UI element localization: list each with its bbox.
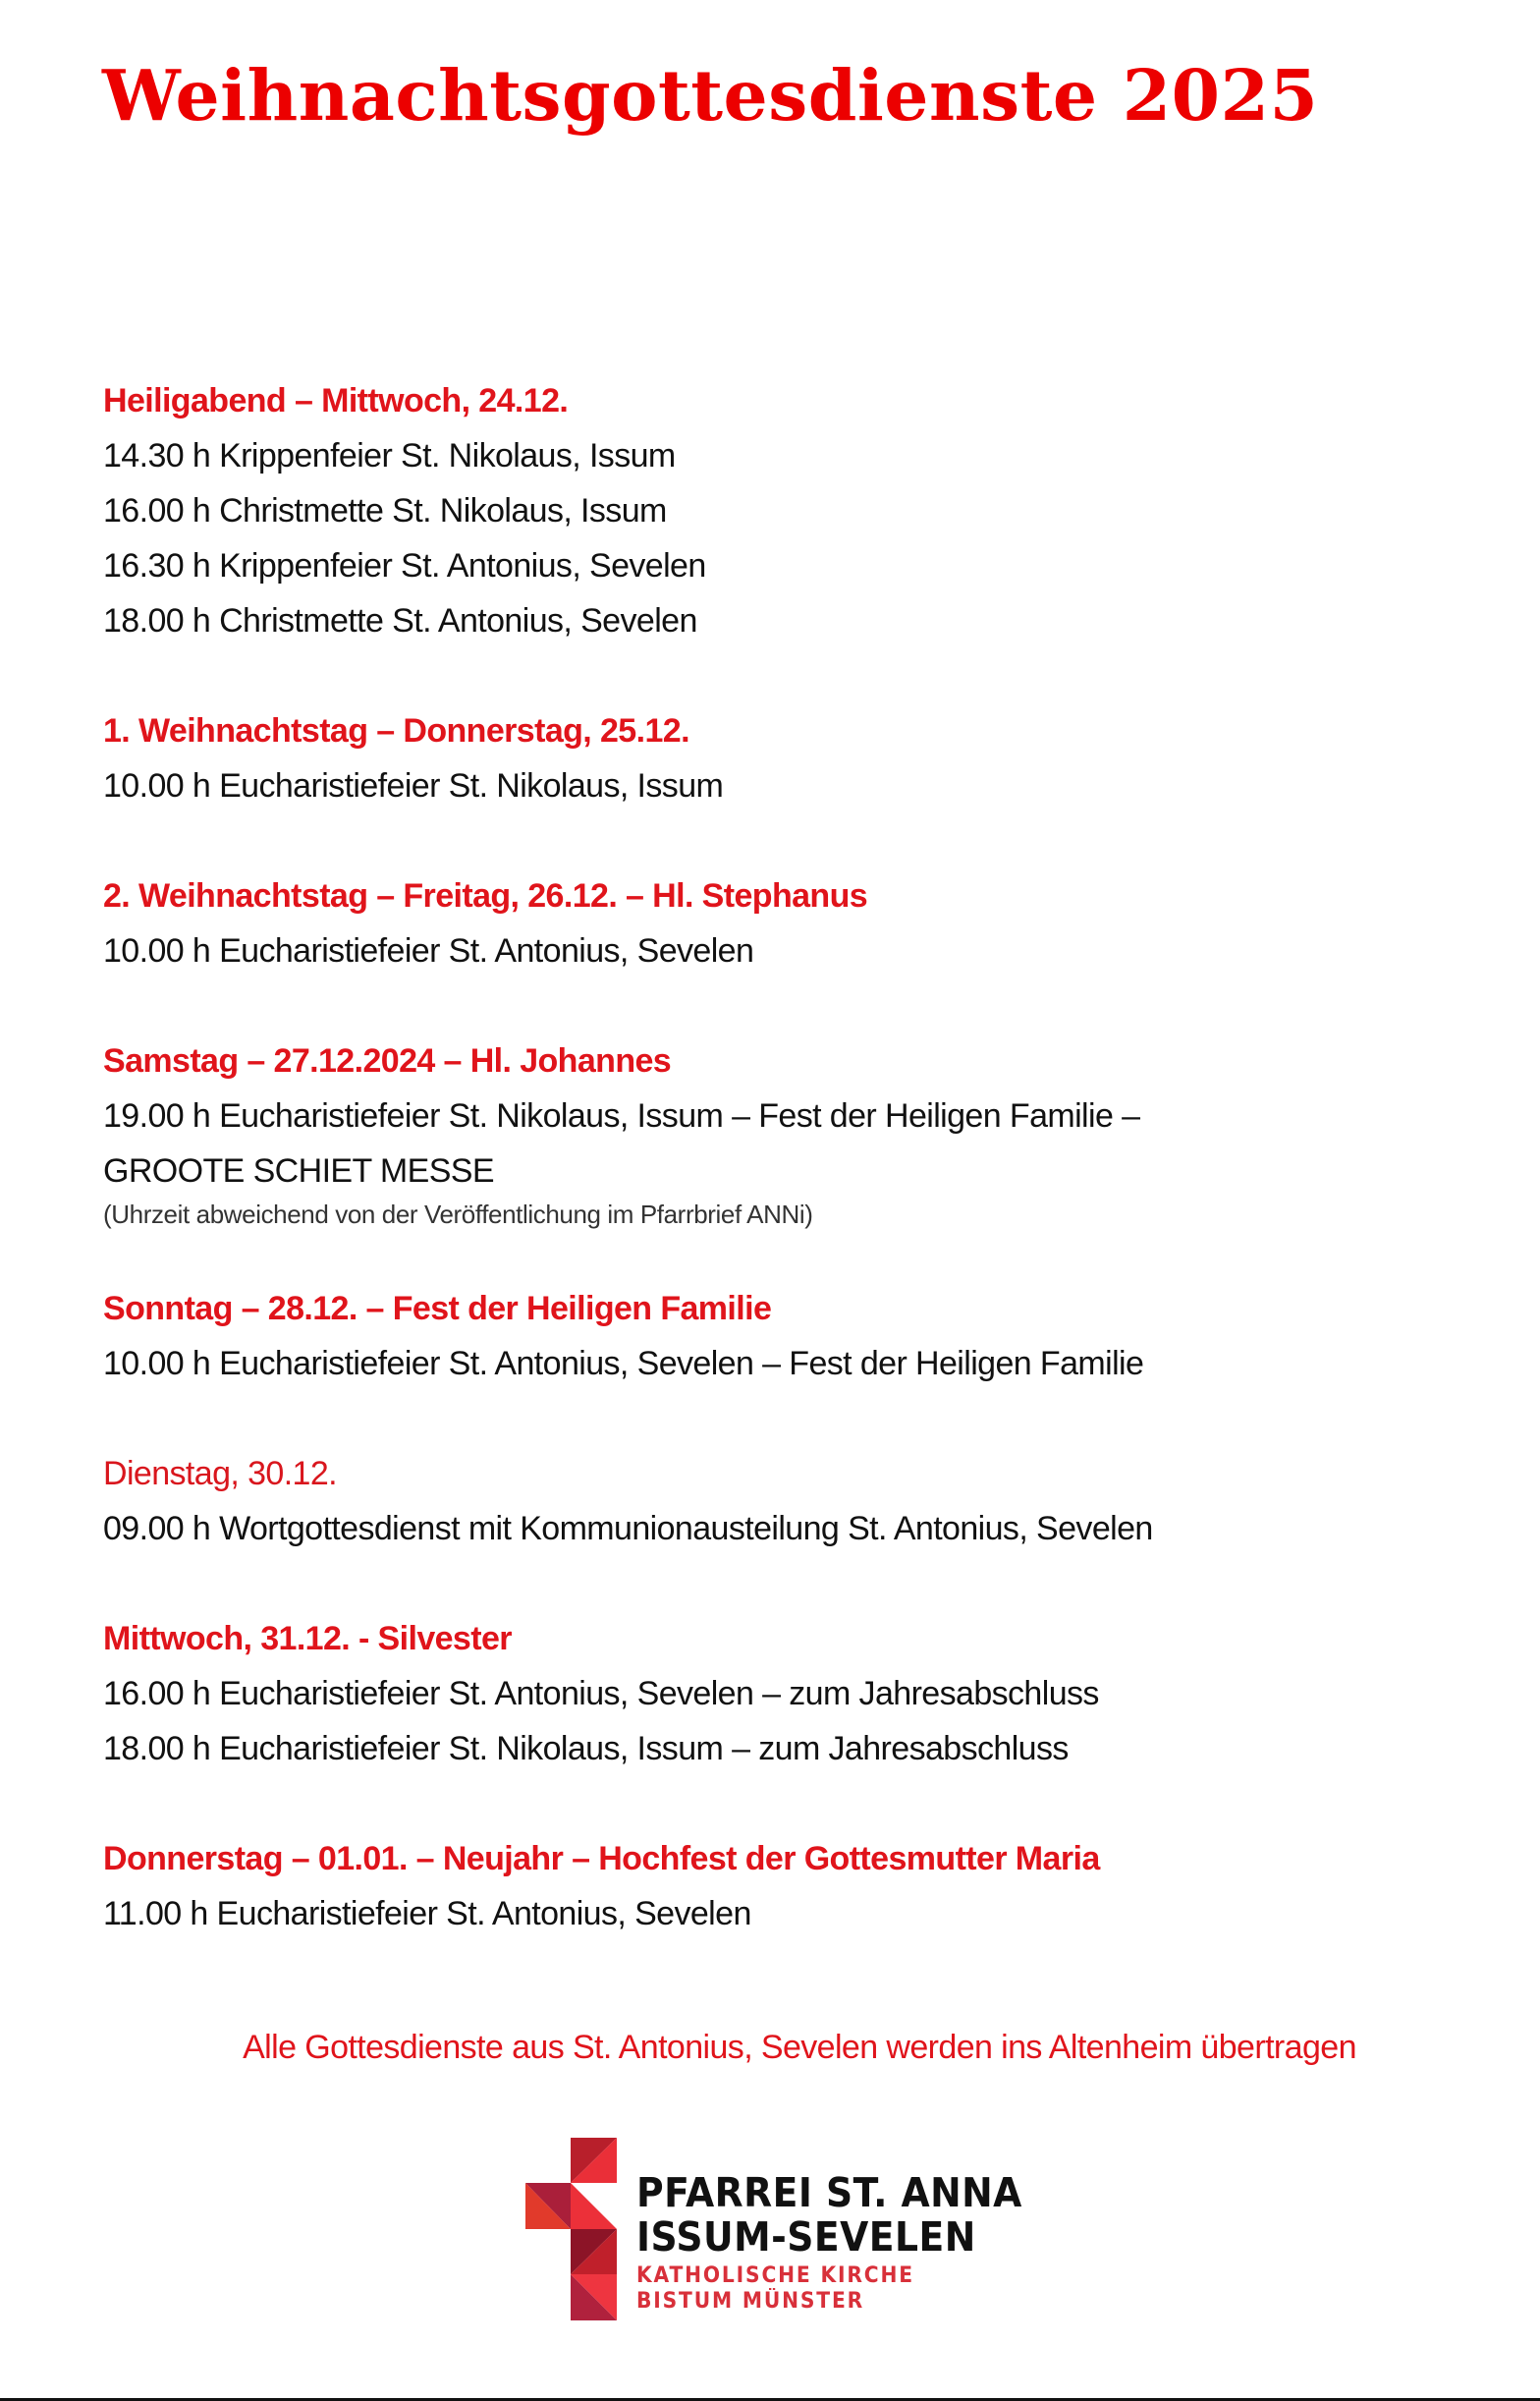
- schedule-section: [103, 1446, 1498, 1556]
- service-entry: 18.00 h Eucharistiefeier St. Nikolaus, Issum – zum Jahresabschluss: [103, 1730, 1069, 1767]
- section-heading: Sonntag – 28.12. – Fest der Heiligen Familie: [103, 1290, 772, 1327]
- section-heading: Dienstag, 30.12.: [103, 1455, 338, 1492]
- section-heading: Heiligabend – Mittwoch, 24.12.: [103, 382, 569, 419]
- service-entry: 16.00 h Eucharistiefeier St. Antonius, Sevelen – zum Jahresabschluss: [103, 1675, 1099, 1712]
- schedule-section: [103, 1033, 1498, 1234]
- service-entry: 16.00 h Christmette St. Nikolaus, Issum: [103, 492, 667, 530]
- logo-parish-location: ISSUM-SEVELEN: [636, 2213, 976, 2261]
- schedule-section: [103, 1281, 1498, 1391]
- schedule-section: [103, 1611, 1498, 1776]
- service-entry: 19.00 h Eucharistiefeier St. Nikolaus, Issum – Fest der Heiligen Familie –: [103, 1097, 1140, 1135]
- parish-logo: [525, 2138, 1036, 2324]
- logo-diocese-label: BISTUM MÜNSTER: [636, 2289, 865, 2314]
- service-entry: 09.00 h Wortgottesdienst mit Kommunionausteilung St. Antonius, Sevelen: [103, 1510, 1153, 1547]
- schedule-section: [103, 1831, 1498, 1941]
- section-heading: Mittwoch, 31.12. - Silvester: [103, 1620, 512, 1657]
- cross-tile: [571, 2183, 617, 2229]
- service-entry: 14.30 h Krippenfeier St. Nikolaus, Issum: [103, 437, 676, 475]
- schedule-section: [103, 703, 1498, 813]
- section-heading: 1. Weihnachtstag – Donnerstag, 25.12.: [103, 712, 689, 750]
- service-entry: 16.30 h Krippenfeier St. Antonius, Sevelen: [103, 547, 706, 585]
- logo-wordmark: [636, 2171, 1056, 2315]
- service-entry: 18.00 h Christmette St. Antonius, Sevelen: [103, 602, 697, 640]
- service-schedule: [103, 373, 1498, 1996]
- schedule-section: [103, 373, 1498, 648]
- service-entry: 10.00 h Eucharistiefeier St. Antonius, Sevelen – Fest der Heiligen Familie: [103, 1345, 1144, 1382]
- section-heading: Samstag – 27.12.2024 – Hl. Johannes: [103, 1042, 672, 1080]
- service-entry: 10.00 h Eucharistiefeier St. Antonius, Sevelen: [103, 932, 754, 970]
- cross-icon: [525, 2138, 618, 2320]
- section-heading: 2. Weihnachtstag – Freitag, 26.12. – Hl. Stephanus: [103, 877, 868, 915]
- page-title: Weihnachtsgottesdienste 2025: [102, 54, 1319, 137]
- schedule-note: (Uhrzeit abweichend von der Veröffentlichung im Pfarrbrief ANNi): [103, 1200, 813, 1229]
- section-heading: Donnerstag – 01.01. – Neujahr – Hochfest der Gottesmutter Maria: [103, 1840, 1100, 1877]
- broadcast-note: Alle Gottesdienste aus St. Antonius, Sevelen werden ins Altenheim übertragen: [243, 2029, 1356, 2066]
- service-entry-continuation: GROOTE SCHIET MESSE: [103, 1152, 494, 1190]
- schedule-section: [103, 868, 1498, 978]
- logo-church-label: KATHOLISCHE KIRCHE: [636, 2263, 914, 2288]
- service-entry: 10.00 h Eucharistiefeier St. Nikolaus, Issum: [103, 767, 724, 805]
- service-entry: 11.00 h Eucharistiefeier St. Antonius, Sevelen: [103, 1895, 751, 1932]
- logo-parish-name: PFARREI ST. ANNA: [636, 2169, 1022, 2216]
